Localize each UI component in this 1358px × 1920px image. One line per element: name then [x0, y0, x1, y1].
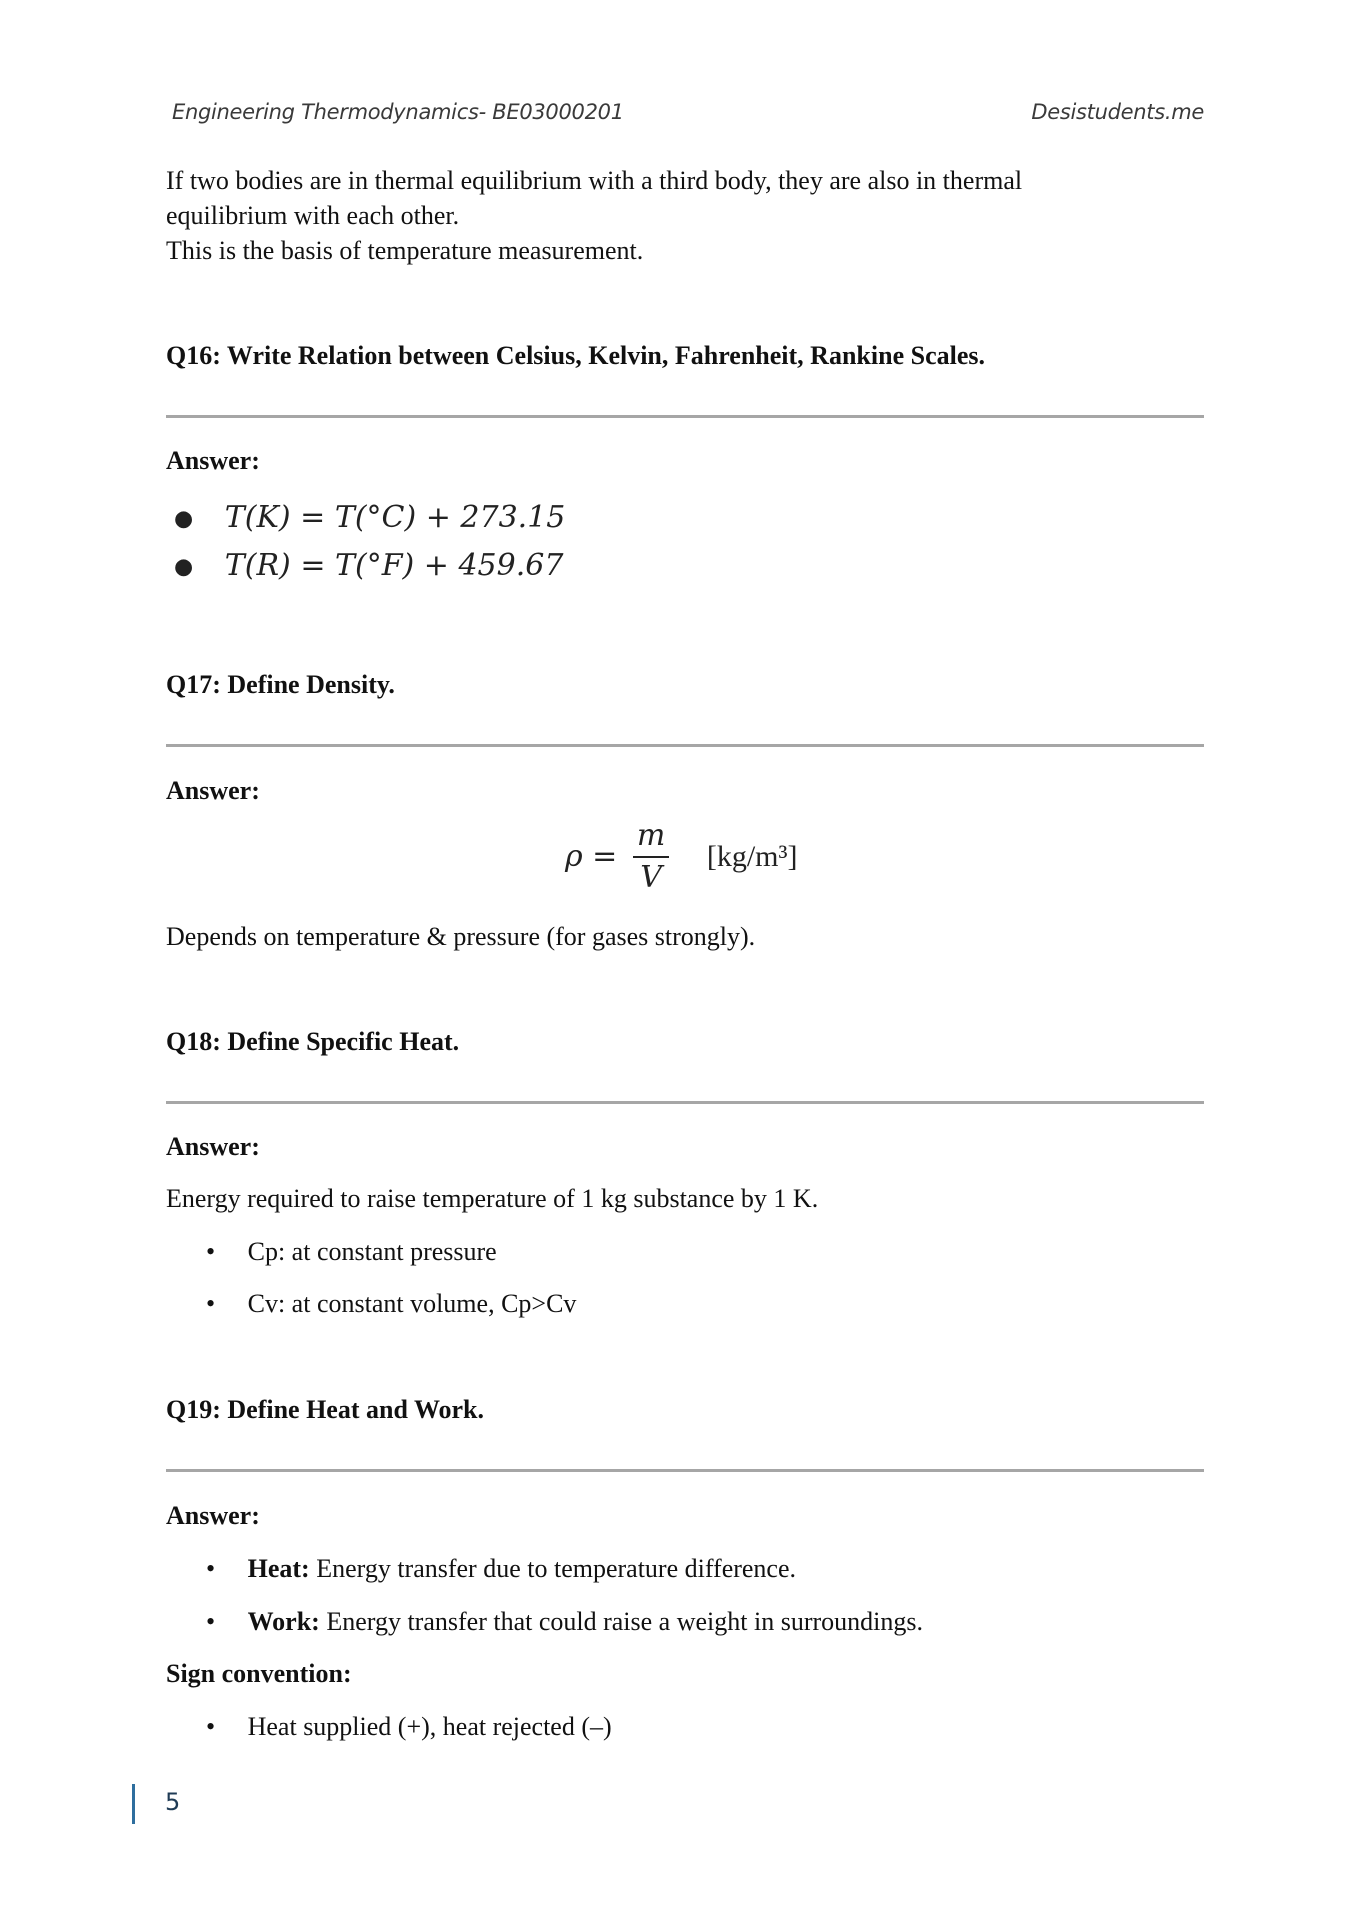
sign-convention-label: Sign convention: — [166, 1659, 352, 1688]
page-number: 5 — [165, 1788, 181, 1816]
q18-definition: Energy required to raise temperature of 1 kg substance by 1 K. — [166, 1184, 819, 1213]
bullet-term: Heat: — [247, 1554, 310, 1583]
q16-divider — [166, 415, 1204, 418]
q18-heading: Q18: Define Specific Heat. — [166, 1027, 460, 1056]
bullet-icon: • — [206, 1712, 216, 1741]
bullet-text: Heat supplied (+), heat rejected (–) — [247, 1712, 612, 1741]
page-number-accent-bar — [132, 1784, 135, 1824]
formula-rhs: T(°C) + 273.15 — [334, 500, 566, 535]
density-denominator: V — [640, 859, 662, 895]
bullet-text: Cp: at constant pressure — [247, 1237, 497, 1266]
intro-line-2: equilibrium with each other. — [166, 201, 460, 230]
q18-divider — [166, 1101, 1204, 1104]
bullet-text: Energy transfer that could raise a weight in surroundings. — [319, 1607, 923, 1636]
q19-answer-label: Answer: — [166, 1501, 260, 1530]
q19-bullet-work — [206, 1607, 923, 1637]
q17-heading: Q17: Define Density. — [166, 670, 395, 699]
bullet-icon: • — [206, 1554, 216, 1583]
q16-formula-2 — [174, 548, 563, 583]
q18-bullet-1 — [206, 1237, 497, 1267]
q16-answer-label: Answer: — [166, 446, 260, 475]
q18-bullet-2 — [206, 1289, 576, 1319]
bullet-icon: ● — [174, 506, 194, 532]
formula-lhs: T(K) — [224, 500, 291, 535]
sign-convention-bullet — [206, 1712, 612, 1742]
density-lhs: ρ = — [565, 839, 618, 874]
formula-rhs: T(°F) + 459.67 — [335, 548, 564, 583]
bullet-text: Energy transfer due to temperature difference. — [309, 1554, 797, 1583]
q19-bullet-heat — [206, 1554, 796, 1584]
intro-line-1: If two bodies are in thermal equilibrium with a third body, they are also in thermal — [166, 166, 1023, 195]
equals-sign: = — [300, 500, 335, 535]
q16-formula-1 — [174, 500, 565, 535]
header-site: Desistudents.me — [1031, 100, 1204, 124]
bullet-icon: ● — [174, 554, 194, 580]
header-course-title: Engineering Thermodynamics- BE03000201 — [172, 100, 624, 124]
equals-sign: = — [300, 548, 335, 583]
density-fraction — [633, 820, 669, 893]
bullet-icon: • — [206, 1237, 216, 1266]
bullet-text: Cv: at constant volume, Cp>Cv — [247, 1289, 577, 1318]
bullet-icon: • — [206, 1289, 216, 1318]
q19-heading: Q19: Define Heat and Work. — [166, 1395, 485, 1424]
q16-heading: Q16: Write Relation between Celsius, Kelvin, Fahrenheit, Rankine Scales. — [166, 341, 985, 370]
q17-divider — [166, 744, 1204, 747]
q19-divider — [166, 1469, 1204, 1472]
formula-lhs: T(R) — [224, 548, 291, 583]
intro-line-3: This is the basis of temperature measurement. — [166, 236, 644, 265]
density-numerator: m — [636, 818, 666, 853]
bullet-icon: • — [206, 1607, 216, 1636]
q17-note: Depends on temperature & pressure (for gases strongly). — [166, 922, 756, 951]
bullet-term: Work: — [247, 1607, 320, 1636]
q18-answer-label: Answer: — [166, 1132, 260, 1161]
q17-answer-label: Answer: — [166, 776, 260, 805]
density-unit: [kg/m³] — [706, 839, 798, 873]
q17-density-formula — [565, 820, 798, 893]
